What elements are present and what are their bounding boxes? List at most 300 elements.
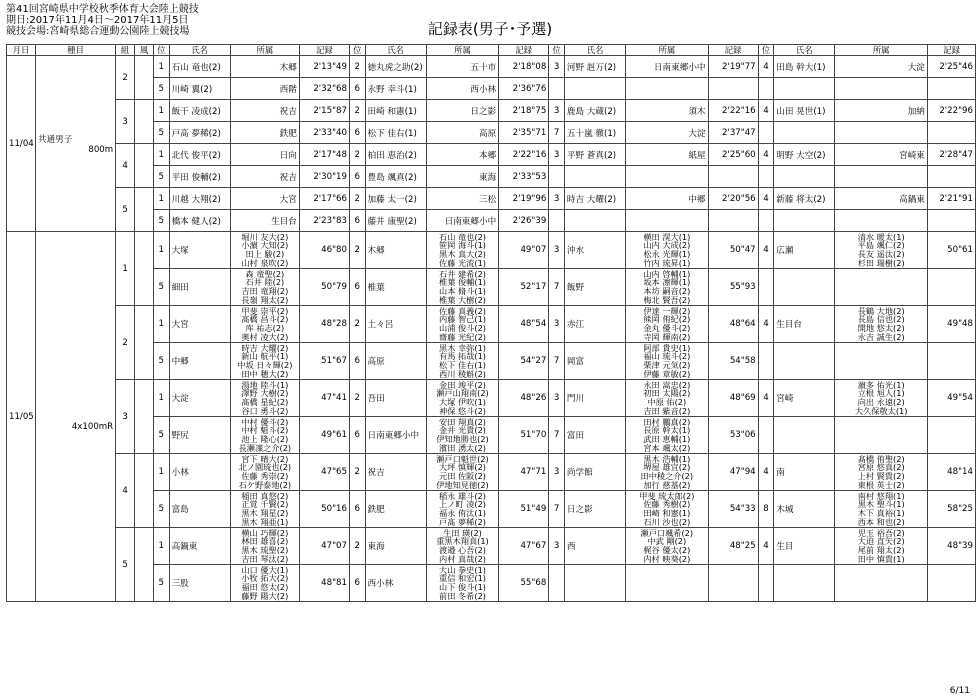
entry-affiliation: 須木 [626, 100, 708, 122]
entry-record: 47"71 [499, 454, 549, 491]
entry-record: 2'20"56 [708, 188, 758, 210]
entry-position: 2 [349, 306, 365, 343]
table-header-row [7, 45, 976, 56]
entry-record: 47"65 [299, 454, 349, 491]
relay-members [626, 232, 708, 269]
empty-cell [835, 343, 927, 380]
empty-cell [758, 210, 774, 232]
table-row [7, 232, 976, 269]
entry-name: 北代 俊平(2) [169, 144, 230, 166]
empty-cell [927, 565, 975, 602]
relay-team: 門川 [564, 380, 625, 417]
entry-record: 2'23"83 [299, 210, 349, 232]
relay-member: 黒木 浩輔(1) [643, 453, 691, 464]
entry-name: 新藤 将太(2) [774, 188, 835, 210]
entry-name: 藤井 康聖(2) [365, 210, 426, 232]
table-row [7, 380, 976, 417]
relay-member: 初田 太陽(2) [643, 388, 691, 399]
entry-affiliation: 西小林 [426, 78, 498, 100]
entry-position: 1 [153, 144, 169, 166]
col-record: 記録 [708, 45, 758, 56]
entry-record: 48"39 [927, 528, 975, 565]
relay-members [426, 565, 498, 602]
relay-member: 上村 賢貴(2) [857, 471, 905, 481]
col-pos: 位 [758, 45, 774, 56]
records-table [6, 44, 976, 602]
relay-member: 藤野 陽大(2) [241, 590, 289, 601]
entry-affiliation: 日之影 [426, 100, 498, 122]
relay-member: 山内 大成(2) [643, 240, 691, 251]
relay-member: 田村 鵬真(2) [643, 416, 691, 427]
event-date: 11/04 [7, 56, 36, 232]
relay-members [230, 454, 299, 491]
empty-cell [549, 78, 565, 100]
relay-team: 沖水 [564, 232, 625, 269]
entry-affiliation: 五十市 [426, 56, 498, 78]
relay-member: 上ノ町 凌(2) [439, 499, 486, 510]
meet-venue: 競技会場:宮崎県総合運動公園陸上競技場 [6, 26, 190, 37]
relay-member: 库 祐志(2) [245, 323, 285, 333]
relay-member: 澤野 大樹(2) [241, 388, 289, 399]
entry-record: 47"94 [708, 454, 758, 491]
relay-member: 西川 稜斛(2) [439, 368, 486, 379]
relay-member: 内藤 智己(1) [439, 314, 486, 325]
entry-affiliation: 日南東郷小中 [626, 56, 708, 78]
relay-team: 富島 [169, 491, 230, 528]
heat-wind [135, 100, 154, 144]
relay-member: 佐藤 真義(2) [439, 305, 486, 316]
empty-cell [927, 417, 975, 454]
entry-affiliation: 日向 [230, 144, 299, 166]
empty-cell [758, 269, 774, 306]
entry-position: 3 [549, 100, 565, 122]
entry-position: 4 [758, 380, 774, 417]
entry-record: 2'17"66 [299, 188, 349, 210]
relay-member: 福山 琉斗(2) [643, 351, 691, 362]
page-number: 6/11 [949, 686, 970, 696]
relay-member: 佐藤 光流(1) [439, 257, 486, 268]
empty-cell [835, 417, 927, 454]
relay-members [426, 269, 498, 306]
entry-position: 2 [349, 380, 365, 417]
relay-member: 長友 遥汰(2) [857, 249, 905, 259]
entry-position: 6 [349, 491, 365, 528]
empty-cell [927, 122, 975, 144]
entry-record: 51"70 [499, 417, 549, 454]
relay-member: 内村 真哉(2) [439, 553, 486, 564]
empty-cell [774, 269, 835, 306]
relay-team: 尚学館 [564, 454, 625, 491]
entry-position: 4 [758, 144, 774, 166]
entry-position: 1 [153, 100, 169, 122]
entry-position: 5 [153, 210, 169, 232]
heat-group: 4 [116, 454, 135, 528]
relay-members [230, 565, 299, 602]
entry-position: 6 [349, 269, 365, 306]
empty-cell [758, 166, 774, 188]
relay-member: 山本 脩斗(1) [439, 286, 486, 296]
entry-record: 47"41 [299, 380, 349, 417]
empty-cell [758, 417, 774, 454]
entry-record: 2'19"77 [708, 56, 758, 78]
relay-team: 東海 [365, 528, 426, 565]
relay-member: 山村 泉吹(2) [241, 257, 289, 268]
entry-record: 2'13"49 [299, 56, 349, 78]
relay-members [426, 417, 498, 454]
relay-member: 谷口 勇斗(2) [241, 405, 289, 416]
empty-cell [564, 166, 625, 188]
relay-member: 石井 建希(2) [439, 268, 486, 279]
entry-record: 48"26 [499, 380, 549, 417]
relay-members [230, 306, 299, 343]
entry-record: 51"67 [299, 343, 349, 380]
entry-record: 46"80 [299, 232, 349, 269]
heat-group: 5 [116, 188, 135, 232]
entry-position: 3 [549, 232, 565, 269]
relay-member: 中村 魁斗(2) [241, 425, 289, 436]
entry-record: 2'35"71 [499, 122, 549, 144]
relay-member: 小牧 拓大(2) [241, 573, 289, 584]
event-date: 11/05 [7, 232, 36, 602]
table-row [7, 56, 976, 78]
entry-position: 7 [549, 269, 565, 306]
entry-position: 3 [549, 306, 565, 343]
relay-members [230, 269, 299, 306]
relay-member: 東根 英士(2) [857, 479, 905, 490]
relay-member: 長島 信也(2) [857, 314, 905, 325]
relay-member: 松永 光輝(1) [643, 249, 691, 259]
relay-member: 黒木 幸弥(1) [439, 342, 486, 353]
entry-record: 54"33 [708, 491, 758, 528]
relay-members [626, 380, 708, 417]
relay-members [426, 454, 498, 491]
empty-cell [758, 343, 774, 380]
table-row [7, 100, 976, 122]
relay-member: 福永 侑汰(1) [439, 508, 486, 518]
entry-record: 2'22"16 [499, 144, 549, 166]
empty-cell [549, 210, 565, 232]
entry-position: 5 [153, 491, 169, 528]
relay-member: 内村 映葵(2) [643, 553, 691, 564]
heat-wind [135, 454, 154, 528]
relay-member: 吉田 竜翔(2) [241, 286, 289, 296]
empty-cell [774, 78, 835, 100]
heat-wind [135, 306, 154, 380]
entry-record: 47"07 [299, 528, 349, 565]
col-name: 氏名 [564, 45, 625, 56]
relay-member: 前田 冬希(2) [439, 590, 486, 601]
relay-member: 平島 颯仁(2) [857, 240, 905, 251]
relay-member: 林田 雄喜(2) [241, 536, 289, 547]
relay-member: 有馬 拓哉(1) [439, 351, 486, 362]
entry-name: 時吉 大耀(2) [564, 188, 625, 210]
relay-member: 髙橋 昌斗(2) [241, 314, 289, 325]
empty-cell [835, 565, 927, 602]
entry-position: 6 [349, 565, 365, 602]
entry-position: 1 [153, 380, 169, 417]
entry-position: 5 [153, 417, 169, 454]
event-distance: 800m [88, 144, 114, 155]
col-pos: 位 [153, 45, 169, 56]
relay-member: 永田 嵩忠(2) [643, 379, 691, 390]
relay-member: 新山 航平(1) [241, 351, 289, 362]
relay-members [835, 454, 927, 491]
relay-team: 椎葉 [365, 269, 426, 306]
relay-team: 南 [774, 454, 835, 491]
relay-team: 吾田 [365, 380, 426, 417]
col-affil: 所属 [626, 45, 708, 56]
entry-name: 河野 赳万(2) [564, 56, 625, 78]
heat-wind [135, 380, 154, 454]
relay-members [426, 380, 498, 417]
relay-members [426, 343, 498, 380]
relay-member: 開地 悠太(2) [857, 323, 905, 333]
entry-record: 2'33"40 [299, 122, 349, 144]
entry-name: 柏田 恵治(2) [365, 144, 426, 166]
entry-record: 50"79 [299, 269, 349, 306]
entry-position: 2 [349, 528, 365, 565]
relay-member: 栗津 元気(2) [643, 360, 691, 370]
relay-team: 飯野 [564, 269, 625, 306]
relay-team: 西小林 [365, 565, 426, 602]
empty-cell [835, 122, 927, 144]
entry-position: 2 [349, 100, 365, 122]
entry-affiliation: 祝吉 [230, 100, 299, 122]
entry-record: 2'25"60 [708, 144, 758, 166]
relay-member: 宮本 颯太(2) [643, 442, 691, 453]
empty-cell [758, 565, 774, 602]
relay-team: 広瀬 [774, 232, 835, 269]
entry-position: 3 [549, 528, 565, 565]
relay-member: 山浦 俊斗(2) [439, 323, 486, 333]
relay-member: 黒木 翔亜(1) [241, 516, 289, 527]
entry-record: 52"17 [499, 269, 549, 306]
relay-member: 甲斐 崇平(2) [241, 305, 289, 316]
entry-name: 田島 幹大(1) [774, 56, 835, 78]
entry-record: 53"06 [708, 417, 758, 454]
entry-position: 1 [153, 454, 169, 491]
col-heat: 風 [135, 45, 154, 56]
col-record: 記録 [299, 45, 349, 56]
entry-record: 2'22"16 [708, 100, 758, 122]
relay-member: 笹岡 海斗(1) [439, 240, 486, 251]
event-category: 4x100mR [71, 421, 114, 432]
entry-position: 4 [758, 56, 774, 78]
relay-member: 清水 暖太(1) [857, 231, 905, 242]
relay-members [626, 528, 708, 565]
col-event: 種目 [35, 45, 115, 56]
empty-cell [708, 78, 758, 100]
entry-record: 47"67 [499, 528, 549, 565]
entry-name: 戸髙 夢稀(2) [169, 122, 230, 144]
relay-member: 中原 佑(2) [647, 397, 687, 407]
entry-name: 五十嵐 徹(1) [564, 122, 625, 144]
col-group: 組 [116, 45, 135, 56]
relay-members [626, 306, 708, 343]
col-pos: 位 [349, 45, 365, 56]
entry-name: 永野 幸斗(1) [365, 78, 426, 100]
relay-member: 金田 竣平(2) [439, 379, 486, 390]
entry-position: 3 [549, 188, 565, 210]
relay-members [426, 306, 498, 343]
entry-record: 51"49 [499, 491, 549, 528]
entry-position: 3 [549, 380, 565, 417]
relay-member: 大山 拳史(1) [439, 564, 486, 575]
empty-cell [708, 210, 758, 232]
relay-member: 横田 滉大(1) [643, 231, 691, 242]
table-row [7, 454, 976, 491]
relay-member: 石井 陸(2) [245, 277, 285, 288]
col-name: 氏名 [774, 45, 835, 56]
relay-team: 野尻 [169, 417, 230, 454]
entry-position: 5 [153, 166, 169, 188]
relay-member: 杉田 瑞樹(2) [857, 257, 905, 268]
relay-member: 濱田 湧太(2) [439, 442, 486, 453]
empty-cell [758, 78, 774, 100]
heat-group: 4 [116, 144, 135, 188]
entry-affiliation: 東海 [426, 166, 498, 188]
relay-member: 時吉 大耀(2) [241, 342, 289, 353]
col-name: 氏名 [169, 45, 230, 56]
col-date: 月日 [7, 45, 36, 56]
relay-member: 石川 沙也(2) [643, 516, 691, 527]
relay-member: 椎葉 大樹(2) [439, 294, 486, 305]
entry-record: 50"16 [299, 491, 349, 528]
entry-position: 3 [549, 56, 565, 78]
relay-member: 田上 駿(2) [245, 249, 285, 259]
relay-member: 小濵 大知(2) [241, 240, 289, 251]
relay-members [626, 343, 708, 380]
relay-members [230, 232, 299, 269]
relay-member: 尾前 翔太(2) [857, 545, 905, 555]
entry-position: 2 [349, 454, 365, 491]
empty-cell [774, 417, 835, 454]
entry-record: 2'25"46 [927, 56, 975, 78]
entry-record: 2'18"08 [499, 56, 549, 78]
relay-member: 戸髙 夢稀(2) [439, 516, 486, 527]
empty-cell [927, 210, 975, 232]
empty-cell [927, 166, 975, 188]
relay-member: 生田 瑛(2) [443, 527, 482, 538]
entry-record: 2'28"47 [927, 144, 975, 166]
relay-team: 高鍋東 [169, 528, 230, 565]
relay-member: 宮下 晴大(2) [241, 453, 289, 464]
entry-position: 4 [758, 528, 774, 565]
entry-record: 48"81 [299, 565, 349, 602]
empty-cell [835, 269, 927, 306]
entry-record: 55"68 [499, 565, 549, 602]
relay-member: 梅北 賢吾(2) [643, 294, 691, 305]
relay-member: 重黒木翔真(1) [436, 536, 489, 547]
entry-record: 48"28 [299, 306, 349, 343]
entry-name: 鹿島 大蔵(2) [564, 100, 625, 122]
relay-member: 奥村 凌大(2) [241, 331, 289, 342]
relay-member: 長瀬凜之介(2) [238, 442, 292, 453]
relay-member: 山内 啓輔(1) [643, 268, 691, 279]
relay-member: 向出 永遠(2) [857, 397, 905, 407]
relay-member: 甲斐 琉太郎(2) [639, 490, 695, 501]
meet-title: 第41回宮崎県中学校秋季体育大会陸上競技 [6, 4, 199, 15]
relay-members [230, 380, 299, 417]
entry-name: 川崎 翼(2) [169, 78, 230, 100]
relay-member: 加行 慈基(2) [643, 479, 691, 490]
relay-members [426, 491, 498, 528]
entry-record: 2'15"87 [299, 100, 349, 122]
relay-team: 宮崎 [774, 380, 835, 417]
empty-cell [774, 210, 835, 232]
entry-record: 58"25 [927, 491, 975, 528]
relay-member: 瀬戸口颯希(2) [640, 527, 694, 538]
entry-position: 8 [758, 491, 774, 528]
entry-affiliation: 大宮 [230, 188, 299, 210]
entry-position: 6 [349, 210, 365, 232]
relay-team: 岡富 [564, 343, 625, 380]
entry-position: 4 [758, 100, 774, 122]
relay-team: 細田 [169, 269, 230, 306]
relay-member: 立根 旭人(1) [857, 388, 905, 399]
empty-cell [549, 565, 565, 602]
entry-name: 明野 大空(2) [774, 144, 835, 166]
relay-members [426, 528, 498, 565]
relay-member: 元田 佐阪(2) [439, 471, 486, 481]
heat-wind [135, 56, 154, 100]
entry-record: 48"25 [708, 528, 758, 565]
entry-position: 4 [758, 454, 774, 491]
relay-member: 山下 俊斗(1) [439, 582, 486, 592]
entry-affiliation: 紙屋 [626, 144, 708, 166]
entry-record: 48"69 [708, 380, 758, 417]
entry-position: 2 [349, 188, 365, 210]
entry-position: 1 [153, 56, 169, 78]
entry-name: 石山 竜也(2) [169, 56, 230, 78]
entry-position: 5 [153, 343, 169, 380]
empty-cell [774, 166, 835, 188]
relay-team: 日南東郷小中 [365, 417, 426, 454]
relay-members [835, 491, 927, 528]
entry-affiliation: 中郷 [626, 188, 708, 210]
relay-member: 福田 悠太(2) [241, 582, 289, 592]
empty-cell [626, 210, 708, 232]
col-record: 記録 [499, 45, 549, 56]
relay-member: 田中稜之介(2) [640, 471, 694, 481]
relay-team: 小林 [169, 454, 230, 491]
relay-members [230, 417, 299, 454]
relay-member: 竹内 琉昇(1) [643, 257, 691, 268]
heat-wind [135, 232, 154, 306]
heat-group: 3 [116, 380, 135, 454]
entry-position: 1 [153, 188, 169, 210]
relay-member: 大久保敬太(1) [854, 405, 908, 416]
entry-affiliation: 木郷 [230, 56, 299, 78]
relay-member: 長嶺 翔太(2) [241, 294, 289, 305]
relay-member: 長鶴 大地(2) [857, 305, 905, 316]
relay-member: 中村 優斗(2) [241, 416, 289, 427]
empty-cell [549, 166, 565, 188]
entry-record: 2'21"91 [927, 188, 975, 210]
relay-member: 齋藤 光紀(2) [439, 331, 486, 342]
relay-member: 大塚 伊吹(1) [439, 397, 486, 407]
empty-cell [708, 166, 758, 188]
entry-affiliation: 高鍋東 [835, 188, 927, 210]
entry-position: 3 [549, 144, 565, 166]
entry-position: 5 [153, 78, 169, 100]
entry-position: 7 [549, 343, 565, 380]
empty-cell [774, 122, 835, 144]
entry-record: 2'36"76 [499, 78, 549, 100]
relay-member: 田中 慎貴(1) [857, 553, 905, 564]
entry-affiliation: 加納 [835, 100, 927, 122]
event-name [35, 56, 115, 232]
